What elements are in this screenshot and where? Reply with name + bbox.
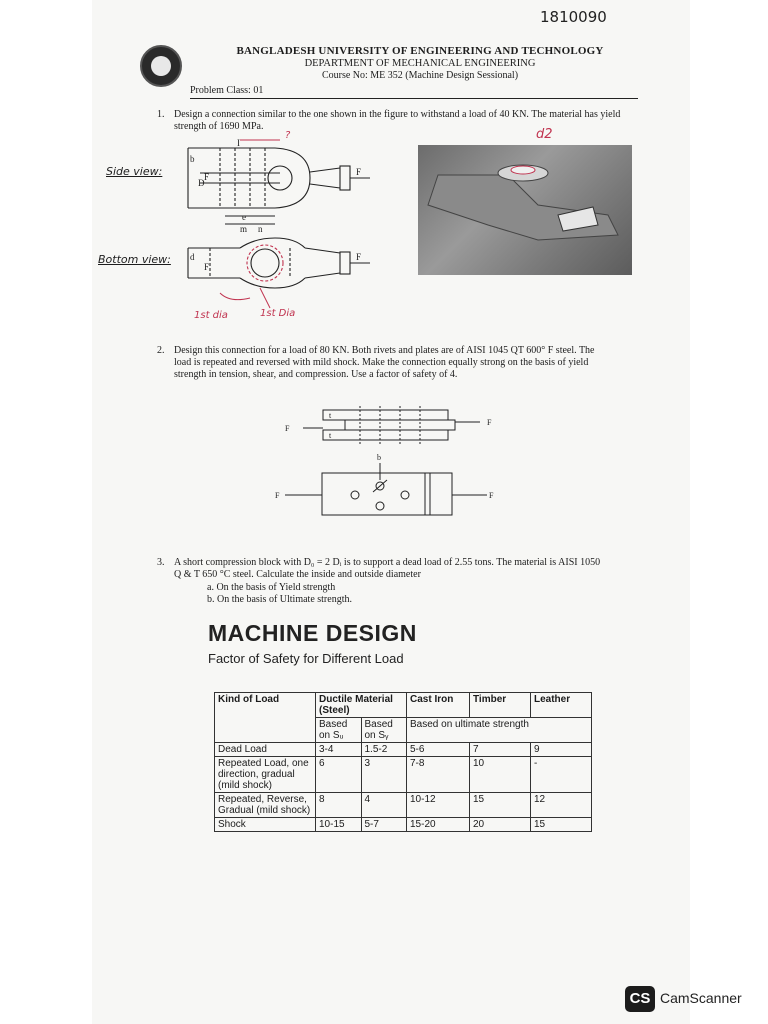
cell-kind: Repeated, Reverse, Gradual (mild shock) [215, 793, 316, 818]
fig1-label-m: m [240, 224, 248, 234]
fig1-label-d: d [190, 252, 195, 262]
header-timber: Timber [470, 693, 531, 718]
connection-photo [418, 145, 632, 275]
bottom-view-annotation: Bottom view: [98, 253, 171, 266]
factor-of-safety-table [214, 692, 592, 832]
cell-sy: 5-7 [361, 818, 407, 832]
cell-cast: 15-20 [407, 818, 470, 832]
cell-su: 6 [316, 757, 362, 793]
machine-design-subtitle: Factor of Safety for Different Load [208, 651, 404, 666]
question-2-text-line3: strength in tension, shear, and compression. Use a factor of safety of 4. [174, 369, 458, 380]
fig2-force-left-top: F [285, 424, 290, 433]
fig2-force-right-bottom: F [489, 491, 494, 500]
fig1-label-force-bottom-left: F [204, 262, 210, 272]
cell-sy: 3 [361, 757, 407, 793]
fig2-force-right-top: F [487, 418, 492, 427]
course-title: Course No: ME 352 (Machine Design Sessional) [321, 70, 519, 81]
question-1-number: 1. [157, 109, 165, 120]
camscanner-watermark: CamScanner [660, 990, 742, 1006]
fig2-label-t-top: t [329, 411, 332, 420]
question-2-text-line1: Design this connection for a load of 80 KN. Both rivets and plates are of AISI 1045 QT 600° F steel. The [174, 345, 595, 356]
cell-leather: 12 [531, 793, 592, 818]
question-3-number: 3. [157, 557, 165, 568]
cell-cast: 10-12 [407, 793, 470, 818]
cell-timber: 7 [470, 743, 531, 757]
question-1-text-line2: strength of 1690 MPa. [174, 121, 264, 132]
cell-su: 10-15 [316, 818, 362, 832]
header-kind-of-load: Kind of Load [215, 693, 316, 743]
question-3-sub-b: b. On the basis of Ultimate strength. [207, 594, 352, 605]
camscanner-logo-icon: CS [625, 986, 655, 1012]
question-2-number: 2. [157, 345, 165, 356]
fig1-label-force-left: F [204, 172, 210, 182]
cell-sy: 1.5-2 [361, 743, 407, 757]
fig1-label-e: e [242, 212, 246, 222]
fig2-label-b: b [377, 453, 381, 462]
fig1-label-n: n [258, 224, 263, 234]
cell-timber: 15 [470, 793, 531, 818]
fig2-label-t-bottom: t [329, 431, 332, 440]
fig1-label-force-right: F [356, 167, 362, 177]
cell-leather: 15 [531, 818, 592, 832]
cell-kind: Dead Load [215, 743, 316, 757]
header-cast-iron: Cast Iron [407, 693, 470, 718]
table-row [215, 818, 592, 832]
header-divider [190, 98, 638, 99]
university-name: BANGLADESH UNIVERSITY OF ENGINEERING AND TECHNOLOGY [236, 45, 604, 57]
cell-su: 8 [316, 793, 362, 818]
cell-cast: 7-8 [407, 757, 470, 793]
q1-connection-drawing [180, 128, 380, 328]
question-2-text-line2: load is repeated and reversed with mild shock. Make the connection equally strong on the basis of yield [174, 357, 589, 368]
header-leather: Leather [531, 693, 592, 718]
table-row [215, 757, 592, 793]
fig1-label-I: I [237, 138, 240, 148]
cell-cast: 5-6 [407, 743, 470, 757]
table-header-row [215, 693, 592, 718]
fig1-dia-annotation-1: 1st dia [194, 310, 228, 321]
cell-timber: 20 [470, 818, 531, 832]
university-logo [140, 45, 182, 87]
cell-sy: 4 [361, 793, 407, 818]
table-row [215, 743, 592, 757]
photo-d2-annotation: d2 [536, 127, 553, 142]
department-name: DEPARTMENT OF MECHANICAL ENGINEERING [304, 58, 536, 69]
cell-leather: - [531, 757, 592, 793]
q2-riveted-joint-drawing [275, 398, 505, 528]
subheader-based-sy: Based on Sᵧ [361, 718, 407, 743]
fig2-force-left-bottom: F [275, 491, 280, 500]
fig1-label-b: b [190, 154, 195, 164]
question-1-text-line1: Design a connection similar to the one shown in the figure to withstand a load of 40 KN. The material has yield [174, 109, 621, 120]
cell-timber: 10 [470, 757, 531, 793]
fig1-question-mark: ? [285, 130, 291, 141]
cell-kind: Repeated Load, one direction, gradual (mild shock) [215, 757, 316, 793]
cell-kind: Shock [215, 818, 316, 832]
question-3-text-line2: Q & T 650 °C steel. Calculate the inside and outside diameter [174, 569, 421, 580]
machine-design-title: MACHINE DESIGN [208, 620, 417, 646]
table-row [215, 793, 592, 818]
problem-class-label: Problem Class: 01 [190, 85, 264, 96]
question-3-sub-a: a. On the basis of Yield strength [207, 582, 336, 593]
subheader-based-ultimate: Based on ultimate strength [407, 718, 592, 743]
fig1-label-D: D [198, 178, 205, 188]
cell-leather: 9 [531, 743, 592, 757]
header-ductile-material: Ductile Material (Steel) [316, 693, 407, 718]
cell-su: 3-4 [316, 743, 362, 757]
question-3-text-line1: A short compression block with D₀ = 2 Dᵢ is to support a dead load of 2.55 tons. The material is AISI 1050 [174, 557, 601, 568]
fig1-label-force-bottom-right: F [356, 252, 362, 262]
subheader-based-su: Based on Sᵤ [316, 718, 362, 743]
side-view-annotation: Side view: [106, 165, 163, 178]
handwritten-student-id: 1810090 [540, 8, 607, 26]
fig1-dia-annotation-2: 1st Dia [260, 308, 296, 319]
